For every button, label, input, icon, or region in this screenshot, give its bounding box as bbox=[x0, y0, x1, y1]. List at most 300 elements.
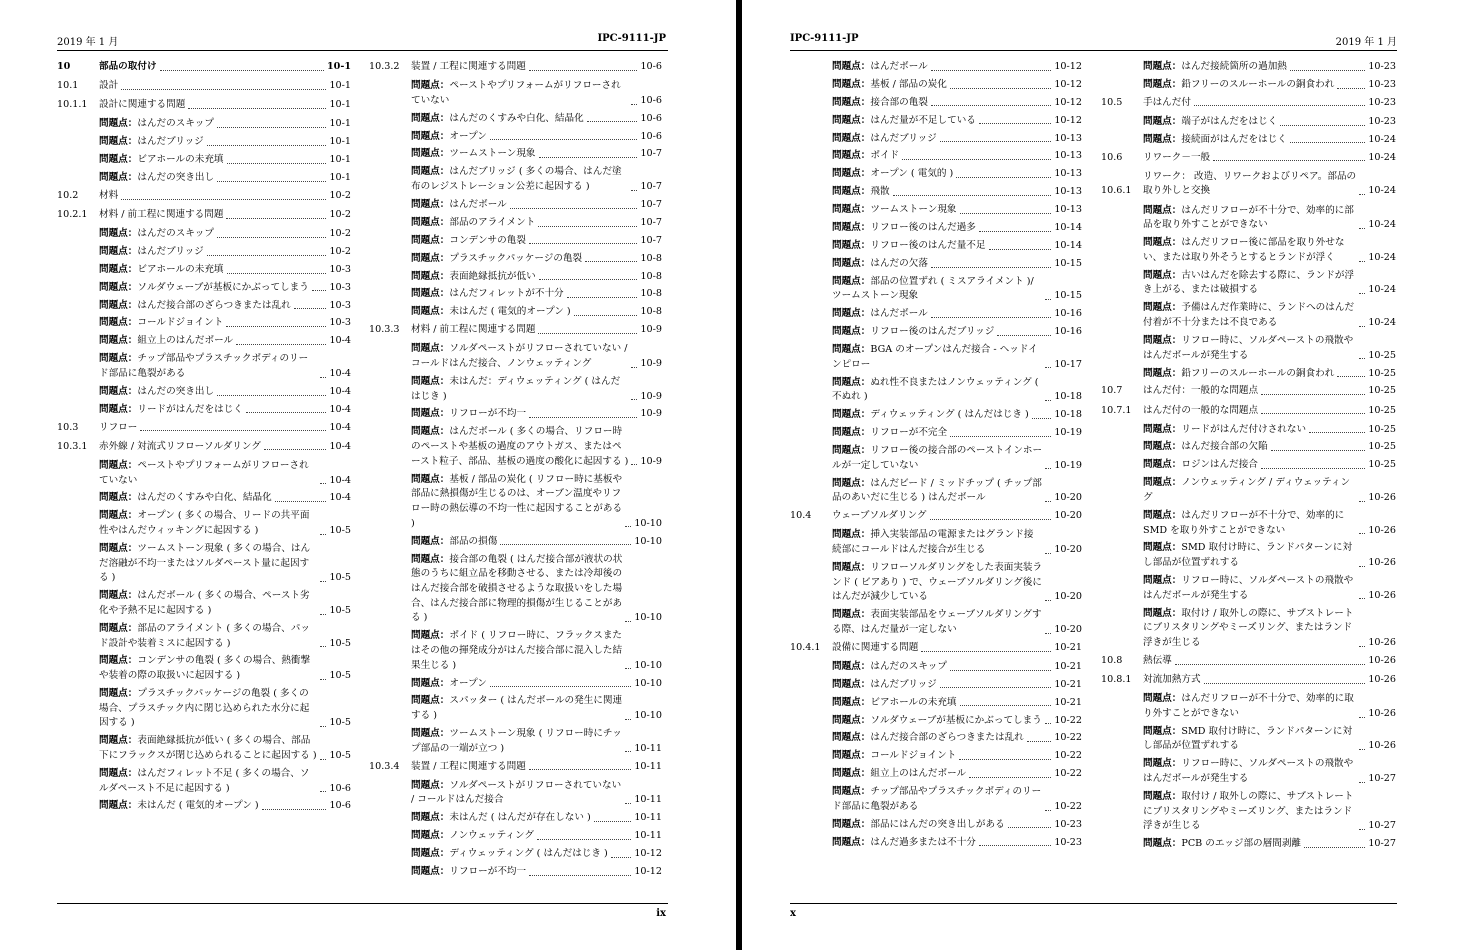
toc-page-ref: 10-26 bbox=[1368, 637, 1396, 649]
toc-problem-prefix: 問題点： bbox=[832, 186, 871, 198]
toc-page-ref: 10-6 bbox=[329, 782, 351, 794]
toc-page-ref: 10-4 bbox=[329, 421, 351, 433]
toc-entry-title: チップ部品やプラスチックボディのリード部品に亀裂がある bbox=[99, 353, 309, 379]
toc-entry-text bbox=[1143, 757, 1356, 786]
toc-page-ref: 10-11 bbox=[634, 742, 662, 754]
toc-entry-title: 材料 / 前工程に関連する問題 bbox=[411, 324, 536, 336]
toc-problem-prefix: 問題点： bbox=[1143, 607, 1182, 619]
toc-entry-text bbox=[832, 307, 928, 322]
toc-entry-text bbox=[1143, 269, 1356, 298]
toc-page-ref: 10-1 bbox=[329, 99, 351, 111]
toc-problem-prefix: 問題点： bbox=[832, 204, 871, 216]
toc-dot-leader bbox=[217, 127, 327, 128]
toc-entry-title: はんだフィレットが不十分 bbox=[449, 288, 564, 300]
toc-entry-text bbox=[411, 234, 526, 249]
toc-entry-text bbox=[99, 245, 204, 260]
toc-entry-text bbox=[99, 189, 118, 204]
toc-page-ref: 10-14 bbox=[1054, 222, 1082, 234]
toc-dot-leader bbox=[611, 857, 632, 858]
toc-problem-entry bbox=[369, 727, 662, 760]
toc-entry-text bbox=[411, 198, 507, 213]
toc-entry-title: 表面実装部品をウェーブソルダリングする際、はんだ量が一定しない bbox=[832, 609, 1042, 635]
toc-entry-title: はんだブリッジ ( 多くの場合、はんだ塗布のレジストレーション公差に起因する ) bbox=[411, 166, 622, 193]
toc-problem-entry bbox=[369, 407, 662, 425]
toc-dot-leader bbox=[893, 195, 1052, 196]
toc-page-ref: 10-4 bbox=[329, 492, 351, 504]
toc-entry-title: はんだ付の一般的な問題点 bbox=[1143, 404, 1259, 416]
toc-dot-leader bbox=[529, 769, 631, 770]
toc-problem-entry bbox=[1101, 423, 1396, 441]
toc-dot-leader bbox=[1359, 566, 1365, 567]
toc-entry-text bbox=[99, 622, 317, 651]
left-page-number: ix bbox=[656, 908, 666, 919]
toc-entry-title: はんだブリッジ bbox=[870, 678, 937, 690]
toc-dot-leader bbox=[529, 70, 638, 71]
toc-problem-prefix: 問題点： bbox=[832, 714, 871, 726]
toc-entry-text bbox=[411, 252, 582, 267]
toc-dot-leader bbox=[574, 315, 638, 316]
toc-problem-prefix: 問題点： bbox=[99, 335, 138, 347]
toc-problem-entry bbox=[790, 185, 1082, 203]
toc-entry-title: 基板 / 部品の炭化 ( リフロー時に基板や部品に熱損傷が生じるのは、オーブン温度やリフロー時の熱伝導の不均一性に起因することがある ) bbox=[411, 473, 623, 529]
toc-problem-prefix: 問題点： bbox=[411, 728, 450, 740]
toc-entry-text bbox=[832, 132, 937, 147]
toc-page-ref: 10-25 bbox=[1368, 459, 1396, 471]
toc-problem-entry bbox=[57, 622, 351, 655]
right-page bbox=[742, 0, 1474, 950]
toc-entry-title: 部品のアライメント bbox=[449, 216, 536, 228]
toc-problem-entry bbox=[790, 132, 1082, 150]
toc-section-entry bbox=[1101, 673, 1396, 692]
toc-page-ref: 10-6 bbox=[640, 94, 662, 106]
toc-problem-prefix: 問題点： bbox=[1143, 115, 1182, 127]
toc-dot-leader bbox=[500, 544, 631, 545]
toc-problem-prefix: 問題点： bbox=[832, 308, 871, 320]
toc-entry-text bbox=[1143, 96, 1191, 111]
toc-problem-entry bbox=[790, 307, 1082, 325]
toc-page-ref: 10-12 bbox=[634, 865, 662, 877]
toc-problem-prefix: 問題点： bbox=[411, 830, 450, 842]
toc-problem-prefix: 問題点： bbox=[832, 696, 871, 708]
toc-dot-leader bbox=[997, 335, 1051, 336]
toc-entry-text bbox=[832, 408, 1029, 423]
toc-entry-title: 挿入実装部品の電源またはグランド接続部にコールドはんだ接合が生じる bbox=[832, 529, 1034, 556]
toc-dot-leader bbox=[931, 267, 1051, 268]
toc-problem-entry bbox=[790, 836, 1082, 854]
toc-page-ref: 10-1 bbox=[329, 136, 351, 148]
toc-problem-prefix: 問題点： bbox=[1143, 133, 1182, 145]
toc-problem-prefix: 問題点： bbox=[99, 542, 138, 554]
toc-section-number: 10.6.1 bbox=[1101, 185, 1132, 197]
toc-entry-text bbox=[411, 694, 622, 723]
toc-entry-text bbox=[411, 473, 622, 532]
toc-dot-leader bbox=[1175, 664, 1366, 665]
toc-page-ref: 10-8 bbox=[640, 270, 662, 282]
toc-problem-entry bbox=[369, 425, 662, 472]
toc-entry-text bbox=[99, 98, 185, 113]
toc-page-ref: 10-26 bbox=[1368, 589, 1396, 601]
toc-entry-title: はんだ付：一般的な問題点 bbox=[1143, 385, 1259, 397]
toc-entry-text bbox=[832, 660, 947, 675]
toc-page-ref: 10-23 bbox=[1368, 96, 1396, 108]
toc-problem-entry bbox=[369, 847, 662, 865]
toc-problem-prefix: 問題点： bbox=[411, 343, 450, 355]
toc-entry-title: 接続面がはんだをはじく bbox=[1181, 133, 1287, 145]
toc-entry-title: 取付け / 取外しの際に、サブストレートにブリスタリングやミーズリング、またはランド浮きが生じる bbox=[1143, 790, 1354, 832]
toc-problem-entry bbox=[369, 865, 662, 883]
toc-problem-prefix: 問題点： bbox=[99, 735, 138, 747]
toc-dot-leader bbox=[188, 108, 326, 109]
toc-dot-leader bbox=[1045, 723, 1052, 724]
toc-problem-entry bbox=[369, 287, 662, 305]
toc-page-ref: 10-5 bbox=[329, 525, 351, 537]
toc-problem-prefix: 問題点： bbox=[99, 800, 138, 812]
toc-problem-prefix: 問題点： bbox=[832, 768, 871, 780]
toc-entry-title: チップ部品やプラスチックボディのリード部品に亀裂がある bbox=[832, 786, 1042, 812]
toc-page-ref: 10-18 bbox=[1054, 391, 1082, 403]
toc-entry-text bbox=[832, 608, 1042, 637]
toc-problem-prefix: 問題点： bbox=[1143, 237, 1182, 249]
toc-entry-text bbox=[832, 641, 918, 656]
toc-problem-prefix: 問題点： bbox=[411, 80, 450, 92]
toc-entry-title: 設計 bbox=[99, 80, 119, 92]
toc-entry-text bbox=[99, 509, 317, 538]
toc-problem-prefix: 問題点： bbox=[411, 375, 450, 387]
toc-entry-title: はんだブリッジ bbox=[137, 245, 204, 257]
toc-section-number: 10 bbox=[57, 61, 71, 72]
toc-page-ref: 10-22 bbox=[1054, 732, 1082, 744]
toc-entry-title: スパッター ( はんだボールの発生に関連する ) bbox=[411, 695, 623, 722]
toc-page-ref: 10-21 bbox=[1054, 660, 1082, 672]
toc-dot-leader bbox=[1008, 827, 1052, 828]
toc-entry-title: 接合部の亀裂 bbox=[870, 96, 928, 108]
toc-problem-entry bbox=[57, 281, 351, 299]
toc-problem-entry bbox=[790, 696, 1082, 714]
toc-page-ref: 10-16 bbox=[1054, 308, 1082, 320]
toc-page-ref: 10-23 bbox=[1054, 818, 1082, 830]
toc-dot-leader bbox=[1304, 847, 1365, 848]
toc-entry-text bbox=[99, 299, 291, 314]
toc-dot-leader bbox=[950, 436, 1051, 437]
toc-entry-text bbox=[99, 403, 243, 418]
toc-page-ref: 10-24 bbox=[1368, 185, 1396, 197]
toc-entry-text bbox=[99, 687, 317, 731]
toc-page-ref: 10-10 bbox=[634, 535, 662, 547]
toc-entry-title: はんだボール bbox=[870, 61, 928, 72]
toc-page-ref: 10-12 bbox=[1054, 114, 1082, 126]
toc-entry-text bbox=[99, 316, 223, 331]
toc-entry-text bbox=[832, 96, 928, 111]
toc-dot-leader bbox=[217, 237, 327, 238]
toc-entry-text bbox=[99, 263, 224, 278]
toc-page-ref: 10-7 bbox=[640, 181, 662, 193]
toc-entry-title: 表面絶縁抵抗が低い bbox=[449, 270, 536, 282]
toc-dot-leader bbox=[537, 839, 631, 840]
toc-entry-title: ディウェッティング ( はんだはじき ) bbox=[449, 848, 608, 860]
toc-entry-title: はんだのスキップ bbox=[137, 118, 214, 130]
toc-dot-leader bbox=[931, 317, 1052, 318]
toc-entry-text bbox=[1143, 654, 1172, 669]
toc-dot-leader bbox=[631, 367, 637, 368]
toc-problem-prefix: 問題点： bbox=[832, 96, 871, 108]
toc-dot-leader bbox=[275, 501, 327, 502]
toc-problem-entry bbox=[369, 234, 662, 252]
toc-page-ref: 10-12 bbox=[1054, 78, 1082, 90]
toc-entry-title: ボイド bbox=[870, 150, 900, 162]
toc-entry-title: 未はんだ ( 電気的オープン ) bbox=[449, 306, 571, 318]
toc-problem-prefix: 問題点： bbox=[99, 492, 138, 504]
toc-page-ref: 10-22 bbox=[1054, 768, 1082, 780]
toc-dot-leader bbox=[264, 449, 327, 450]
toc-problem-entry bbox=[57, 459, 351, 492]
toc-page-ref: 10-10 bbox=[634, 517, 662, 529]
toc-problem-entry bbox=[790, 785, 1082, 818]
toc-problem-entry bbox=[57, 403, 351, 421]
toc-problem-entry bbox=[790, 167, 1082, 185]
toc-entry-title: 接合部の亀裂 ( はんだ接合部が液状の状態のうちに組立品を移動させる、または冷却後のはんだ接合部を破損させるような取扱いをした場合、はんだ接合部に物理的損傷が生じることがある ) bbox=[411, 553, 623, 624]
toc-problem-entry bbox=[790, 678, 1082, 696]
toc-entry-title: オープン ( 多くの場合、リードの共平面性やはんだウィッキングに起因する ) bbox=[99, 510, 310, 537]
toc-page-ref: 10-8 bbox=[640, 252, 662, 264]
toc-problem-prefix: 問題点： bbox=[832, 78, 871, 90]
toc-entry-title: ウェーブソルダリング bbox=[832, 510, 927, 522]
right-header-date: 2019 年 1 月 bbox=[1335, 37, 1397, 48]
toc-page-ref: 10-23 bbox=[1054, 836, 1082, 848]
toc-page-ref: 10-16 bbox=[1054, 326, 1082, 338]
toc-entry-text bbox=[99, 352, 317, 381]
toc-entry-text bbox=[99, 421, 137, 436]
toc-section-number: 10.3 bbox=[57, 421, 79, 433]
toc-entry-title: 設計に関連する問題 bbox=[99, 99, 186, 111]
toc-dot-leader bbox=[921, 651, 1051, 652]
toc-entry-title: はんだの欠落 bbox=[870, 257, 928, 269]
toc-problem-prefix: 問題点： bbox=[99, 245, 138, 257]
toc-problem-prefix: 問題点： bbox=[1143, 575, 1182, 587]
toc-entry-text bbox=[832, 376, 1042, 405]
toc-entry-title: ペーストやプリフォームがリフローされていない bbox=[411, 80, 621, 106]
toc-page-ref: 10-11 bbox=[634, 812, 662, 824]
toc-page-ref: 10-26 bbox=[1368, 524, 1396, 536]
toc-page-ref: 10-13 bbox=[1054, 204, 1082, 216]
toc-problem-prefix: 問題点： bbox=[411, 234, 450, 246]
toc-entry-text bbox=[99, 734, 317, 763]
toc-entry-text bbox=[832, 426, 947, 441]
toc-entry-text bbox=[411, 407, 526, 422]
toc-problem-prefix: 問題点： bbox=[1143, 693, 1182, 705]
toc-dot-leader bbox=[227, 163, 327, 164]
toc-problem-prefix: 問題点： bbox=[99, 510, 138, 522]
toc-problem-prefix: 問題点： bbox=[832, 836, 871, 848]
toc-dot-leader bbox=[1261, 413, 1365, 414]
toc-dot-leader bbox=[1359, 261, 1365, 262]
toc-problem-entry bbox=[790, 60, 1082, 78]
toc-entry-text bbox=[411, 811, 591, 826]
toc-entry-title: リフロー後のはんだブリッジ bbox=[870, 326, 995, 338]
toc-problem-entry bbox=[57, 227, 351, 245]
toc-problem-entry bbox=[57, 509, 351, 542]
toc-entry-text bbox=[411, 847, 608, 862]
toc-problem-prefix: 問題点： bbox=[1143, 459, 1182, 471]
toc-entry-title: ソルダペーストがリフローされていない / コールドはんだ接合、ノンウェッティング bbox=[411, 343, 628, 369]
toc-page-ref: 10-24 bbox=[1368, 219, 1396, 231]
toc-entry-title: はんだ量が不足している bbox=[870, 114, 976, 126]
toc-page-ref: 10-9 bbox=[640, 455, 662, 467]
toc-dot-leader bbox=[1359, 194, 1365, 195]
toc-entry-title: SMD 取付け時に、ランドパターンに対し部品が位置ずれする bbox=[1143, 725, 1353, 752]
toc-dot-leader bbox=[587, 121, 638, 122]
toc-problem-prefix: 問題点： bbox=[411, 695, 450, 707]
toc-page-ref: 10-1 bbox=[329, 171, 351, 183]
toc-entry-title: ツームストーン現象 bbox=[870, 204, 957, 216]
toc-page-ref: 10-25 bbox=[1368, 367, 1396, 379]
toc-entry-title: ソルダペーストがリフローされていない / コールドはんだ接合 bbox=[411, 779, 622, 806]
toc-entry-title: 予備はんだ作業時に、ランドへのはんだ付着が不十分または不良である bbox=[1143, 302, 1355, 329]
toc-page-ref: 10-24 bbox=[1368, 151, 1396, 163]
toc-dot-leader bbox=[207, 145, 327, 146]
toc-entry-title: リフロー後のはんだ過多 bbox=[870, 222, 976, 234]
left-header-rule bbox=[57, 50, 668, 51]
toc-entry-title: はんだブリッジ bbox=[870, 132, 937, 144]
toc-problem-entry bbox=[369, 270, 662, 288]
toc-problem-prefix: 問題点： bbox=[99, 118, 138, 130]
toc-section-entry bbox=[790, 641, 1082, 660]
toc-problem-prefix: 問題点： bbox=[411, 216, 450, 228]
toc-entry-title: ボイド ( リフロー時に、フラックスまたはその他の揮発成分がはんだ接合部に混入した結果生じる ) bbox=[411, 630, 623, 671]
toc-section-number: 10.4.1 bbox=[790, 641, 821, 653]
toc-entry-text bbox=[99, 79, 118, 94]
toc-entry-text bbox=[411, 727, 622, 756]
toc-entry-title: 部品にはんだの突き出しがある bbox=[870, 818, 1005, 830]
toc-problem-entry bbox=[369, 677, 662, 695]
toc-dot-leader bbox=[510, 208, 638, 209]
toc-problem-entry bbox=[790, 203, 1082, 221]
toc-dot-leader bbox=[1359, 749, 1365, 750]
toc-entry-text bbox=[1143, 673, 1201, 688]
toc-problem-entry bbox=[790, 444, 1082, 477]
toc-entry-text bbox=[411, 677, 487, 692]
toc-page-ref: 10-9 bbox=[640, 408, 662, 420]
toc-problem-entry bbox=[57, 352, 351, 385]
toc-section-entry bbox=[57, 421, 351, 440]
toc-entry-text bbox=[99, 589, 317, 618]
toc-entry-title: ツームストーン現象 bbox=[449, 148, 536, 160]
toc-dot-leader bbox=[538, 226, 637, 227]
toc-entry-text bbox=[1143, 790, 1356, 834]
toc-dot-leader bbox=[121, 89, 326, 90]
left-toc-column-1 bbox=[57, 60, 351, 817]
toc-dot-leader bbox=[1213, 160, 1365, 161]
toc-page-ref: 10-8 bbox=[640, 288, 662, 300]
toc-entry-text bbox=[832, 561, 1042, 605]
toc-problem-prefix: 問題点： bbox=[99, 403, 138, 415]
toc-page-ref: 10-13 bbox=[1054, 186, 1082, 198]
toc-dot-leader bbox=[320, 581, 326, 582]
toc-entry-title: ビアホールの未充填 bbox=[870, 696, 957, 708]
toc-entry-text bbox=[99, 117, 214, 132]
toc-dot-leader bbox=[585, 261, 637, 262]
toc-problem-entry bbox=[369, 112, 662, 130]
toc-problem-prefix: 問題点： bbox=[99, 228, 138, 240]
toc-dot-leader bbox=[1045, 600, 1051, 601]
toc-problem-prefix: 問題点： bbox=[1143, 302, 1182, 314]
toc-dot-leader bbox=[529, 243, 638, 244]
toc-problem-prefix: 問題点： bbox=[832, 678, 871, 690]
toc-dot-leader bbox=[631, 190, 637, 191]
toc-problem-prefix: 問題点： bbox=[832, 818, 871, 830]
toc-problem-entry bbox=[57, 799, 351, 817]
toc-problem-prefix: 問題点： bbox=[411, 288, 450, 300]
toc-problem-entry bbox=[369, 553, 662, 630]
toc-problem-entry bbox=[369, 130, 662, 148]
toc-entry-text bbox=[411, 342, 628, 371]
toc-entry-text bbox=[411, 130, 487, 145]
toc-problem-entry bbox=[790, 221, 1082, 239]
toc-entry-title: リードがはんだ付けされない bbox=[1181, 423, 1307, 435]
toc-problem-prefix: 問題点： bbox=[411, 473, 450, 485]
toc-problem-prefix: 問題点： bbox=[832, 257, 871, 269]
toc-entry-text bbox=[1143, 404, 1258, 419]
toc-entry-title: はんだ接続箇所の過加熱 bbox=[1181, 61, 1287, 72]
toc-dot-leader bbox=[930, 519, 1052, 520]
toc-dot-leader bbox=[538, 333, 637, 334]
toc-entry-text bbox=[1143, 837, 1301, 852]
toc-problem-entry bbox=[57, 316, 351, 334]
toc-page-ref: 10-26 bbox=[1368, 654, 1396, 666]
toc-entry-text bbox=[411, 779, 622, 808]
toc-entry-title: はんだリフローが不十分で、効率的に部品を取り外すことができない bbox=[1143, 204, 1354, 231]
toc-section-entry bbox=[790, 509, 1082, 528]
toc-entry-title: リワーク－一般 bbox=[1143, 151, 1211, 163]
toc-section-number: 10.8.1 bbox=[1101, 674, 1132, 686]
toc-entry-title: 赤外線 / 対流式リフローソルダリング bbox=[99, 440, 261, 452]
toc-page-ref: 10-6 bbox=[640, 112, 662, 124]
toc-page-ref: 10-22 bbox=[1054, 750, 1082, 762]
toc-entry-title: ツームストーン現象 ( 多くの場合、はんだ溶融が不均一またはソルダペースト量に起因する ) bbox=[99, 542, 311, 584]
toc-section-entry bbox=[1101, 170, 1396, 204]
toc-entry-text bbox=[1143, 236, 1356, 265]
toc-dot-leader bbox=[490, 686, 631, 687]
toc-entry-title: ビアホールの未充填 bbox=[137, 154, 224, 166]
toc-page-ref: 10-27 bbox=[1368, 773, 1396, 785]
toc-section-entry bbox=[1101, 151, 1396, 170]
toc-problem-entry bbox=[1101, 301, 1396, 334]
toc-entry-text bbox=[411, 60, 526, 75]
toc-problem-prefix: 問題点： bbox=[99, 655, 138, 667]
toc-entry-text bbox=[832, 239, 986, 254]
toc-dot-leader bbox=[950, 670, 1051, 671]
toc-page-ref: 10-1 bbox=[329, 154, 351, 166]
toc-entry-title: はんだビード / ミッドチップ ( チップ部品のあいだに生じる ) はんだボール bbox=[832, 477, 1042, 504]
toc-problem-entry bbox=[369, 473, 662, 535]
toc-page-ref: 10-20 bbox=[1054, 492, 1082, 504]
toc-entry-text bbox=[99, 654, 317, 683]
left-header-doc-id: IPC-9111-JP bbox=[597, 33, 666, 44]
toc-dot-leader bbox=[160, 70, 324, 71]
toc-entry-title: SMD 取付け時に、ランドパターンに対し部品が位置ずれする bbox=[1143, 542, 1353, 569]
toc-entry-title: はんだボール ( 多くの場合、ペースト劣化や予熱不足に起因する ) bbox=[99, 590, 310, 616]
right-toc-column-1 bbox=[790, 60, 1082, 854]
toc-dot-leader bbox=[320, 534, 326, 535]
toc-entry-title: ペーストやプリフォームがリフローされていない bbox=[99, 459, 309, 486]
toc-problem-prefix: 問題点： bbox=[411, 306, 450, 318]
toc-entry-text bbox=[1143, 458, 1258, 473]
toc-section-entry bbox=[57, 440, 351, 459]
toc-problem-prefix: 問題点： bbox=[411, 865, 450, 877]
toc-entry-text bbox=[411, 425, 628, 469]
toc-problem-entry bbox=[790, 528, 1082, 561]
toc-entry-text bbox=[1143, 151, 1210, 166]
toc-page-ref: 10-4 bbox=[329, 474, 351, 486]
